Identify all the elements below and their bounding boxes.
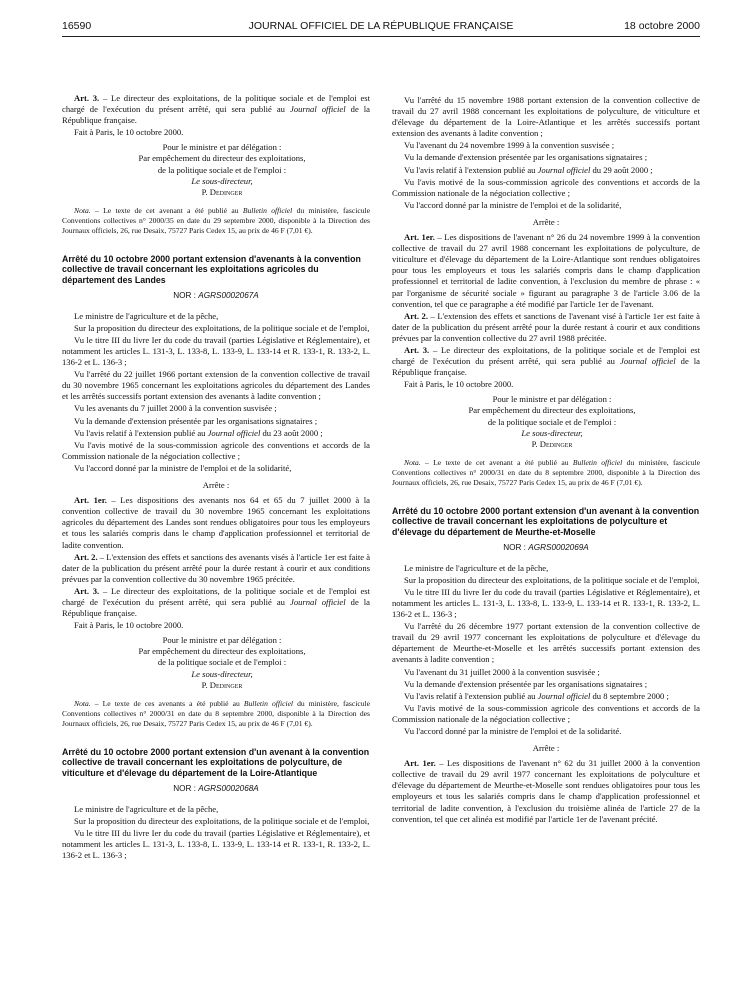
arrete-title-meurthe-et-moselle: Arrêté du 10 octobre 2000 portant extension d'un avenant à la convention collective de travail concernant les exploitations de polyculture et d'élevage du département de Meurthe-et-Moselle (392, 505, 700, 537)
paragraph: Vu la demande d'extension présentée par les organisations signataires ; (74, 415, 318, 426)
signature-date: Fait à Paris, le 10 octobre 2000. (74, 127, 184, 138)
article-1-paragraph: Art. 1er. – Les dispositions de l'avenant n° 62 du 31 juillet 2000 à la convention collective de travail du 29 avril 1977 concernant les exploitations de polyculture et d'élevage du département de Meurthe-et-Moselle sont rendues obligatoires pour tous les employeurs et tous les salariés compris dans le champ d'application professionnel et territorial de ladite convention, à l'exclusion du troisième alinéa de l'article 27 de la convention, tel que cet alinéa est modifié par l'article 1er de l'avenant précité. (392, 758, 700, 824)
paragraph: Vu l'arrêté du 26 décembre 1977 portant extension de la convention collective de travail du 29 avril 1977 concernant les exploitations de polyculture et d'élevage du département de Meurthe-et-Moselle et les arrêtés successifs portant extension des avenants à ladite convention ; (392, 621, 700, 665)
paragraph: Vu l'avis motivé de la sous-commission agricole des conventions et accords de la Commission nationale de la négociation collective ; (62, 439, 370, 461)
article-2-paragraph: Art. 2. – L'extension des effets et sanctions des avenants visés à l'article 1er est faite à dater de la publication du présent arrêté pour la durée restant à courir et aux conditions prévues par la convention collective du 30 novembre 1965 précitée. (62, 551, 371, 584)
nota-note: Nota. – Le texte de ces avenants a été publié au Bulletin officiel du ministère, fascicule Conventions collectives n° 2000/31 en date du 8 septembre 2000, disponible à la Direction des Journaux officiels, 26, rue Desaix, 75727 Paris Cedex 15, au prix de 46 F (7,01 €). (62, 698, 370, 728)
paragraph: Vu l'avenant du 24 novembre 1999 à la convention susvisée ; (404, 140, 615, 151)
paragraph: Sur la proposition du directeur des exploitations, de la politique sociale et de l'emploi, (74, 322, 370, 333)
signature-date: Fait à Paris, le 10 octobre 2000. (74, 620, 184, 631)
paragraph: Vu le titre III du livre Ier du code du travail (parties Législative et Réglementaire), et notamment les articles L. 131-3, L. 133-8, L. 133-9, L. 133-14 et R. 133-1, R. 133-2, L. 136-2 et L. 136-3 ; (62, 827, 370, 860)
paragraph: Vu l'avis motivé de la sous-commission agricole des conventions et accords de la Commission nationale de la négociation collective ; (392, 702, 700, 724)
paragraph: Le ministre de l'agriculture et de la pêche, (74, 310, 219, 321)
paragraph: Sur la proposition du directeur des exploitations, de la politique sociale et de l'emploi, (74, 815, 370, 826)
paragraph: Vu l'avis relatif à l'extension publié au Journal officiel du 29 août 2000 ; (404, 164, 653, 175)
nota-note: Nota. – Le texte de cet avenant a été publié au Bulletin officiel du ministère, fascicule Conventions collectives n° 2000/31 en date du 8 septembre 2000, disponible à la Direction des Journaux officiels, 26, rue Desaix, 75727 Paris Cedex 15, au prix de 46 F (7,01 €). (392, 457, 701, 487)
article-3-paragraph: Art. 3. – Le directeur des exploitations, de la politique sociale et de l'emploi est chargé de l'exécution du présent arrêté, qui sera publié au Journal officiel de la République française. (62, 585, 371, 619)
nota-note: Nota. – Le texte de cet avenant a été publié au Bulletin officiel du ministère, fascicule Conventions collectives n° 2000/35 en date du 29 septembre 2000, disponible à la Direction des Journaux officiels, 26, rue Desaix, 75727 Paris Cedex 15, au prix de 46 F (7,01 €). (62, 205, 371, 235)
paragraph: Vu l'avis motivé de la sous-commission agricole des conventions et accords de la Commission nationale de la négociation collective ; (392, 176, 700, 198)
arrete-heading: Arrête : (532, 743, 560, 754)
paragraph: Vu l'avenant du 31 juillet 2000 à la convention susvisée ; (404, 666, 600, 677)
header-rule (62, 36, 700, 37)
signature-block: Pour le ministre et par délégation : Par empêchement du directeur des exploitations, de la politique sociale et de l'emploi : Le sous-directeur, P. Dedinger (138, 142, 306, 197)
paragraph: Sur la proposition du directeur des exploitations, de la politique sociale et de l'emploi, (404, 574, 700, 585)
paragraph: Le ministre de l'agriculture et de la pêche, (74, 803, 219, 814)
paragraph: Vu le titre III du livre Ier du code du travail (parties Législative et Réglementaire), et notamment les articles L. 131-3, L. 133-8, L. 133-9, L. 133-14 et R. 133-1, R. 133-2, L. 136-2 et L. 136-3 ; (62, 334, 370, 368)
arrete-title-landes: Arrêté du 10 octobre 2000 portant extension d'avenants à la convention collective de travail concernant les exploitations agricoles du département des Landes (62, 253, 361, 286)
paragraph: Vu l'accord donné par la ministre de l'emploi et de la solidarité, (404, 199, 622, 210)
nor-reference: NOR : AGRS0002067A (173, 290, 259, 300)
paragraph: Vu la demande d'extension présentée par les organisations signataires ; (404, 152, 648, 163)
paragraph: Vu l'avis relatif à l'extension publié au Journal officiel du 23 août 2000 ; (74, 427, 323, 438)
left-column (62, 93, 370, 862)
nor-reference: NOR : AGRS0002069A (503, 542, 589, 552)
paragraph: Vu l'accord donné par la ministre de l'emploi et de la solidarité, (74, 462, 292, 473)
page-header (62, 20, 700, 36)
signature-block: Pour le ministre et par délégation : Par empêchement du directeur des exploitations, de la politique sociale et de l'emploi : Le sous-directeur, P. Dedinger (468, 394, 636, 449)
article-1-paragraph: Art. 1er. – Les dispositions des avenants nos 64 et 65 du 7 juillet 2000 à la convention collective de travail du 30 novembre 1965 concernant les exploitations agricoles du département des Landes sont rendues obligatoires pour tous les employeurs et tous les salariés compris dans le champ d'application professionnel et territorial de ladite convention. (62, 495, 370, 550)
arrete-title-loire-atlantique: Arrêté du 10 octobre 2000 portant extension d'un avenant à la convention collective de travail concernant les exploitations de polyculture, de viticulture et d'élevage du département de la Loire-Atlantique (62, 746, 370, 778)
arrete-heading: Arrête : (202, 480, 230, 491)
signature-date: Fait à Paris, le 10 octobre 2000. (404, 379, 514, 390)
article-3-paragraph: Art. 3. – Le directeur des exploitations, de la politique sociale et de l'emploi est chargé de l'exécution du présent arrêté, qui sera publié au Journal officiel de la République française. (392, 344, 701, 378)
right-column (392, 95, 700, 826)
arrete-heading: Arrête : (532, 216, 560, 227)
journal-title: JOURNAL OFFICIEL DE LA RÉPUBLIQUE FRANÇAISE (248, 20, 514, 32)
paragraph: Vu l'avis relatif à l'extension publié au Journal officiel du 8 septembre 2000 ; (404, 690, 669, 701)
paragraph: Vu les avenants du 7 juillet 2000 à la convention susvisée ; (74, 403, 277, 414)
issue-date: 18 octobre 2000 (624, 20, 700, 32)
paragraph: Vu l'accord donné par la ministre de l'emploi et de la solidarité. (404, 726, 622, 736)
page-number: 16590 (62, 20, 92, 32)
paragraph: Vu l'arrêté du 22 juillet 1966 portant extension de la convention collective de travail du 30 novembre 1965 concernant les exploitations agricoles du département des Landes et les arrêtés successifs portant extension des avenants à ladite convention ; (62, 369, 370, 402)
paragraph: Vu la demande d'extension présentée par les organisations signataires ; (404, 678, 648, 689)
nor-reference: NOR : AGRS0002068A (173, 783, 259, 793)
article-3-paragraph: Art. 3. – Le directeur des exploitations, de la politique sociale et de l'emploi est chargé de l'exécution du présent arrêté, qui sera publié au Journal officiel de la République française. (62, 93, 371, 126)
paragraph: Vu le titre III du livre Ier du code du travail (parties Législative et Réglementaire), et notamment les articles L. 131-3, L. 133-8, L. 133-9, L. 133-14 et R. 133-1, R. 133-2, L. 136-2 et L. 136-3 ; (392, 586, 700, 620)
paragraph: Vu l'arrêté du 15 novembre 1988 portant extension de la convention collective de travail du 27 avril 1988 concernant les exploitations de polyculture, de viticulture et d'élevage du département de la Loire-Atlantique et les arrêtés successifs portant extension des avenants à ladite convention ; (392, 95, 700, 139)
article-2-paragraph: Art. 2. – L'extension des effets et sanctions de l'avenant visé à l'article 1er est faite à dater de la publication du présent arrêté pour la durée restant à courir et aux conditions prévues par la convention collective du 27 avril 1988 précitée. (392, 310, 700, 343)
article-1-paragraph: Art. 1er. – Les dispositions de l'avenant n° 26 du 24 novembre 1999 à la convention collective de travail du 27 avril 1988 concernant les exploitations de polyculture, de viticulture et d'élevage du département de la Loire-Atlantique sont rendues obligatoires pour tous les employeurs et tous les salariés compris dans le champ d'application professionnel et territorial de ladite convention, à l'exclusion du membre de phrase : « par l'organisme de sécurité sociale » figurant au paragraphe 3 de l'article 3.06 de la convention, tel que ce paragraphe a été modifié par l'article 1er de l'avenant. (392, 232, 700, 309)
signature-block: Pour le ministre et par délégation : Par empêchement du directeur des exploitations, de la politique sociale et de l'emploi : Le sous-directeur, P. Dedinger (138, 635, 306, 690)
paragraph: Le ministre de l'agriculture et de la pêche, (404, 562, 549, 573)
